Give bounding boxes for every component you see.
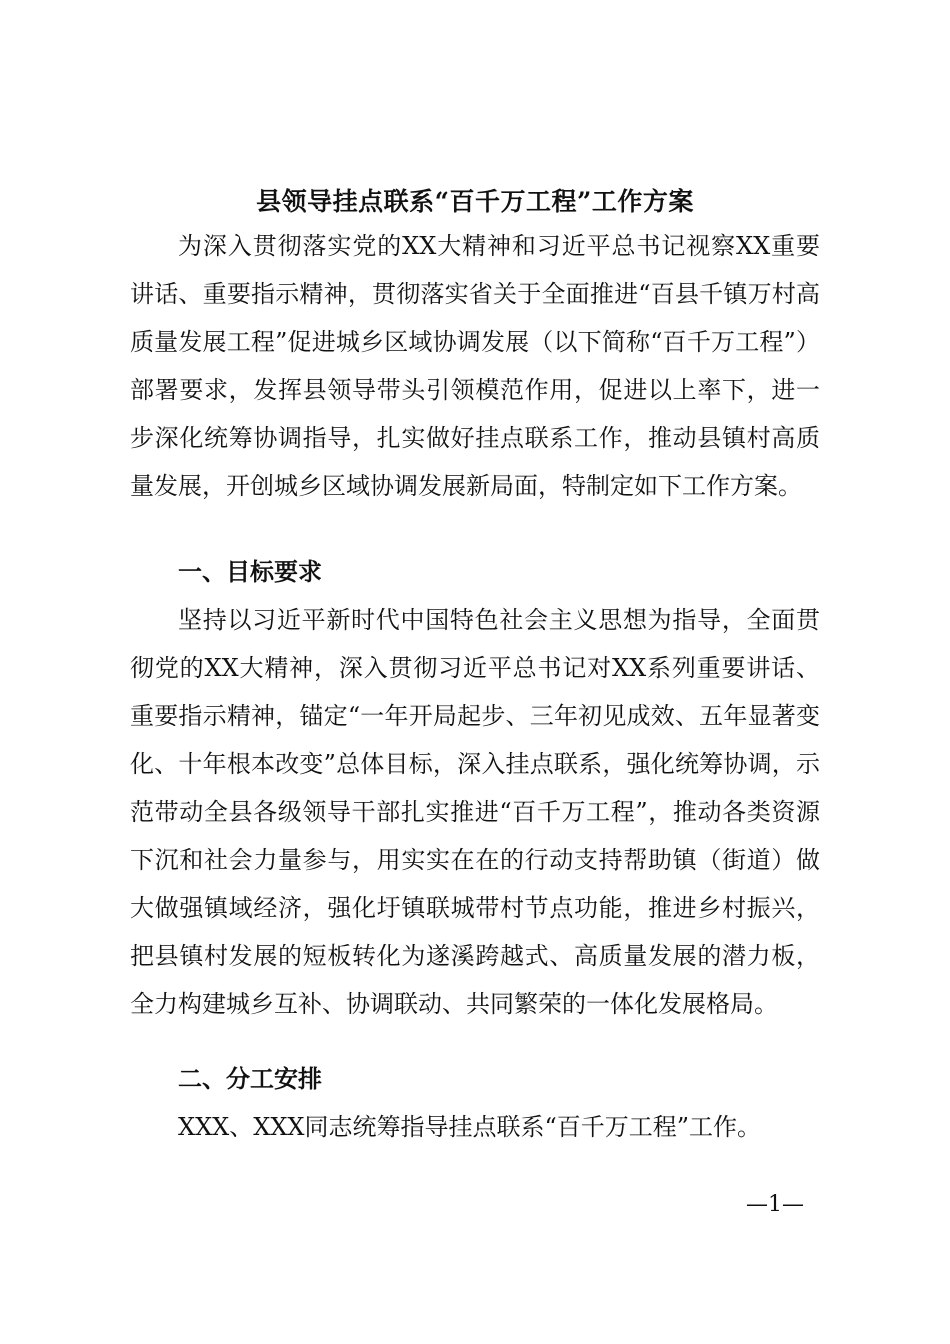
- section-heading-assignment: 二、分工安排: [178, 1065, 322, 1093]
- document-title: 县领导挂点联系“百千万工程”工作方案: [256, 187, 694, 216]
- section-paragraph-goals: 坚持以习近平新时代中国特色社会主义思想为指导，全面贯彻党的XX大精神，深入贯彻习近平总书记对XX系列重要讲话、重要指示精神，锚定“一年开局起步、三年初见成效、五年显著变化、十年根本改变”总体目标，深入挂点联系，强化统筹协调，示范带动全县各级领导干部扎实推进“百千万工程”，推动各类资源下沉和社会力量参与，用实实在在的行动支持帮助镇（街道）做大做强镇域经济，强化圩镇联城带村节点功能，推进乡村振兴，把县镇村发展的短板转化为遂溪跨越式、高质量发展的潜力板，全力构建城乡互补、协调联动、共同繁荣的一体化发展格局。: [130, 606, 820, 1018]
- section-heading-goals: 一、目标要求: [178, 558, 322, 586]
- intro-section: [130, 222, 820, 510]
- section-goals: [130, 548, 820, 1028]
- intro-paragraph: 为深入贯彻落实党的XX大精神和习近平总书记视察XX重要讲话、重要指示精神，贯彻落实省关于全面推进“百县千镇万村高质量发展工程”促进城乡区域协调发展（以下简称“百千万工程”）部署要求，发挥县领导带头引领模范作用，促进以上率下，进一步深化统筹协调指导，扎实做好挂点联系工作，推动县镇村高质量发展，开创城乡区域协调发展新局面，特制定如下工作方案。: [130, 232, 820, 500]
- section-assignment: [130, 1055, 820, 1151]
- section-paragraph-assignment: XXX、XXX同志统筹指导挂点联系“百千万工程”工作。: [178, 1113, 762, 1141]
- page-number: —1—: [746, 1192, 804, 1217]
